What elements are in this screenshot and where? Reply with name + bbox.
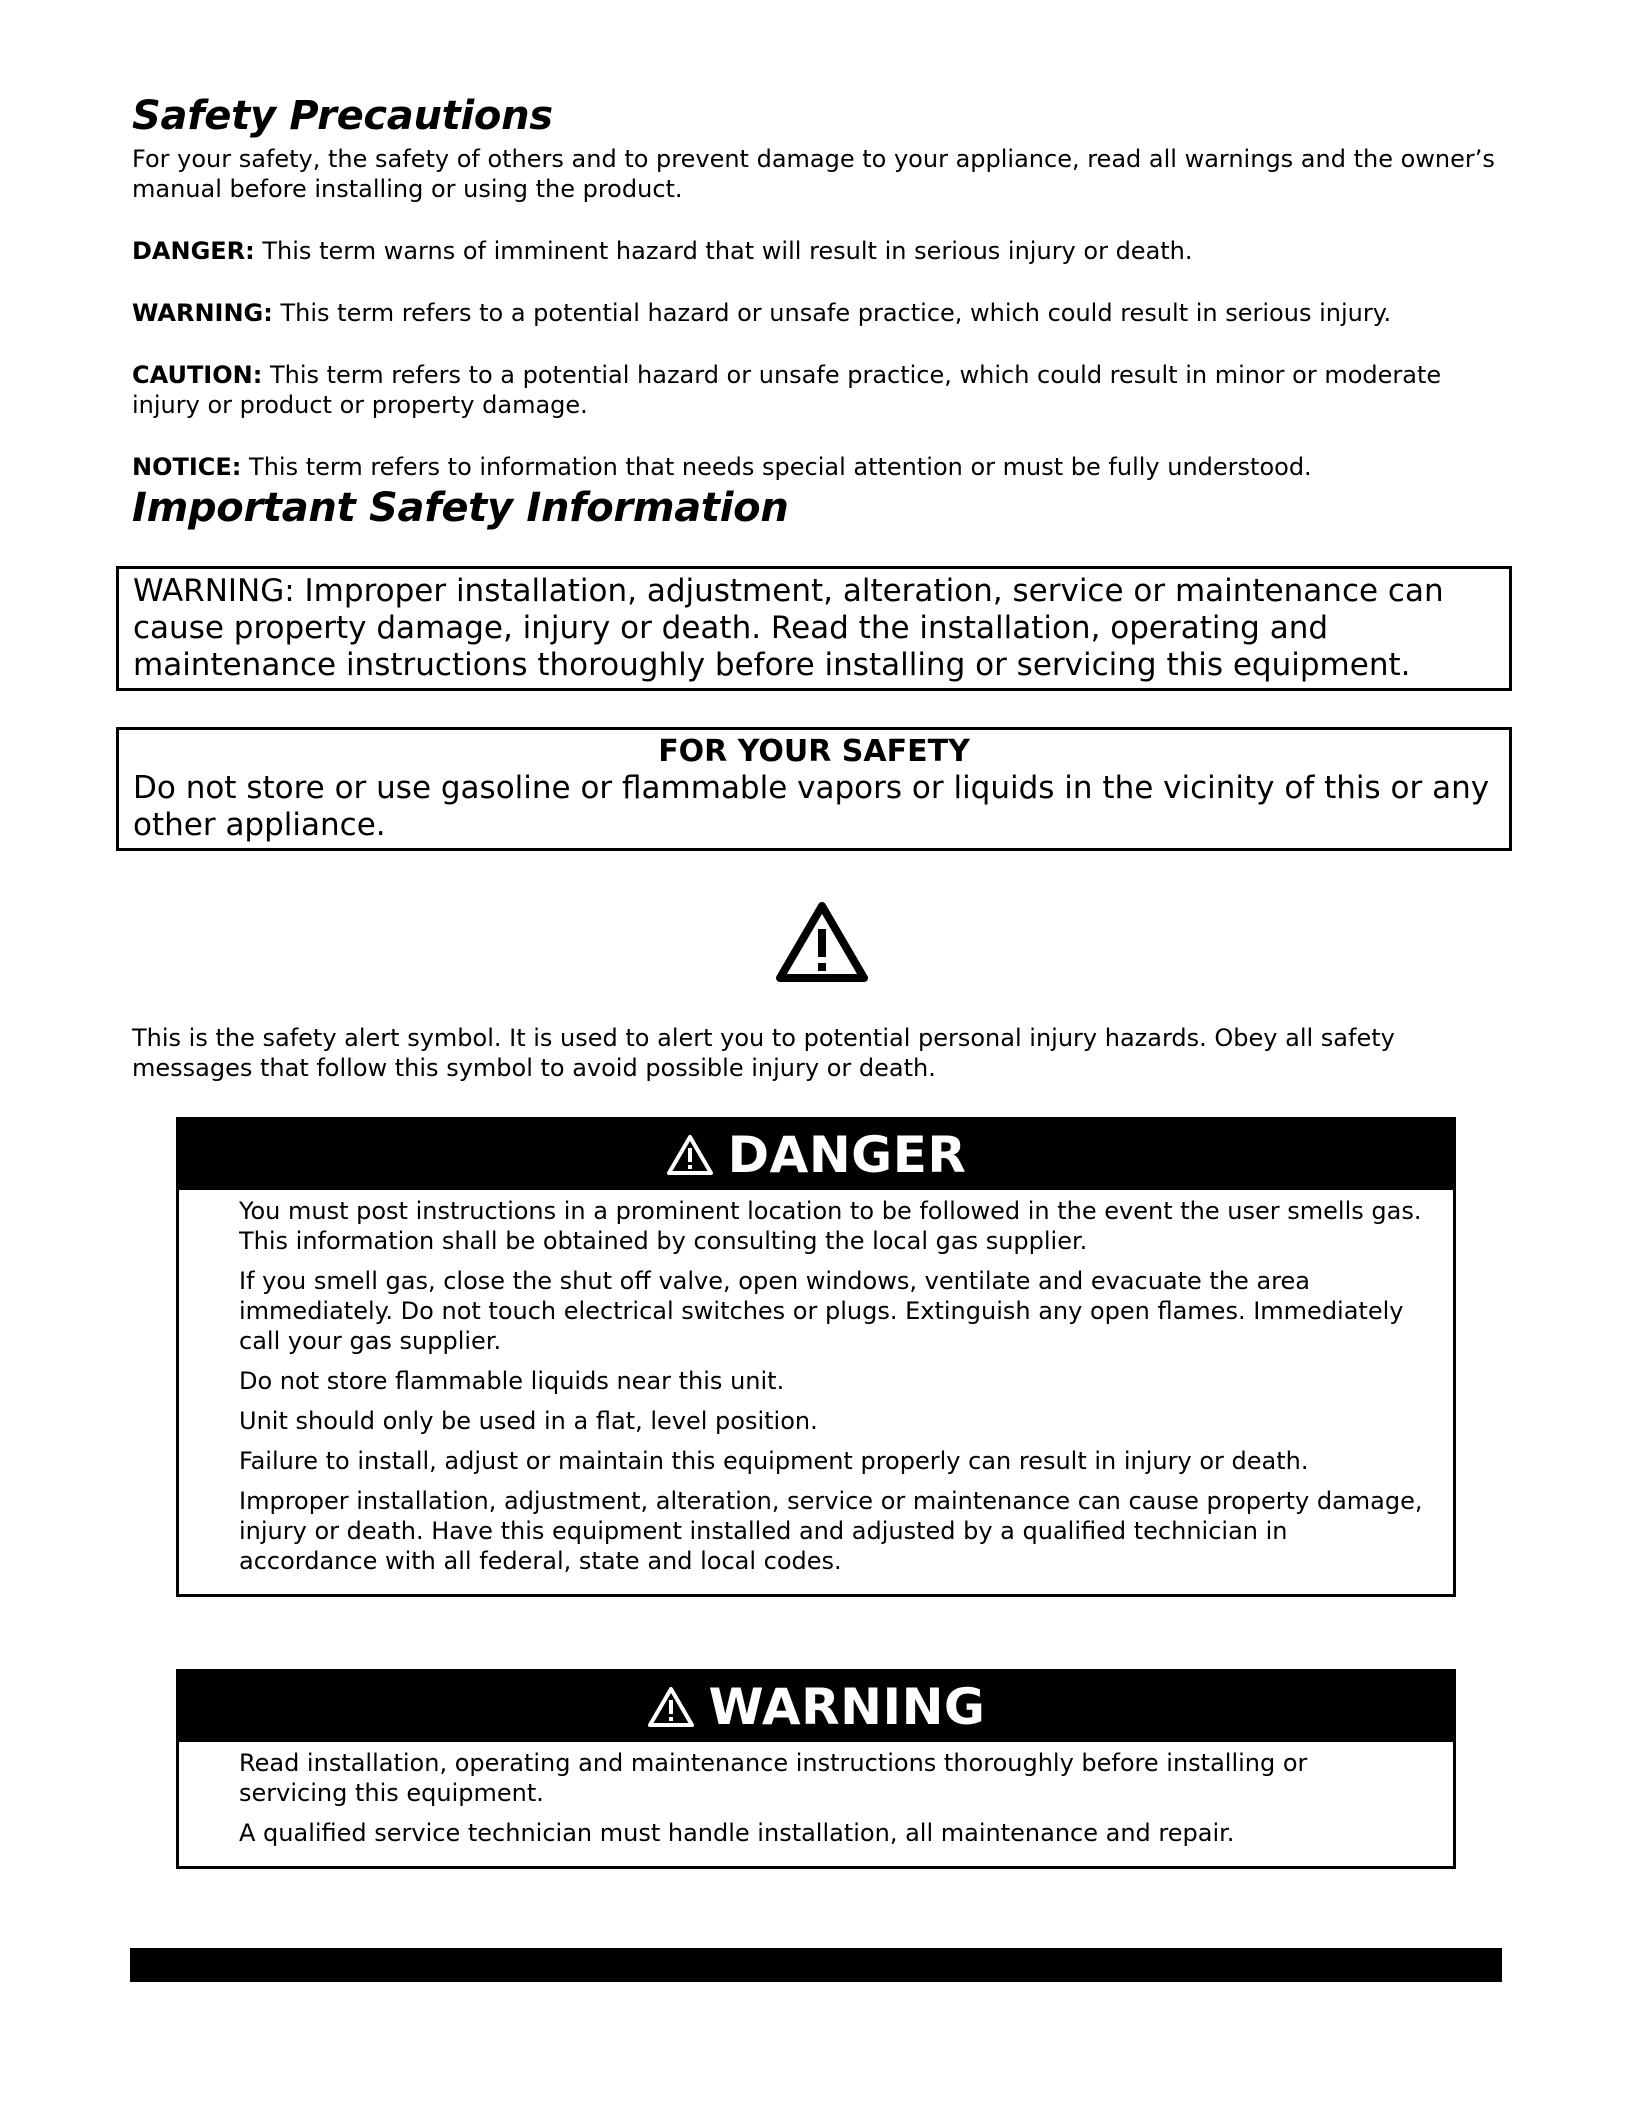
warning-item: Read installation, operating and maintenance instructions thoroughly before installing or servicing this equipment.: [239, 1749, 1308, 1807]
warning-box-text: WARNING: Improper installation, adjustment, alteration, service or maintenance can cause property damage, injury or death. Read the installation, operating and maintenance instructions thoroughly before installing or servicing this equipment.: [133, 573, 1444, 683]
term-warning: [132, 298, 1512, 328]
safety-alert-explanation: This is the safety alert symbol. It is used to alert you to potential personal injury hazards. Obey all safety messages that follow this symbol to avoid possible injury or death.: [132, 1024, 1395, 1082]
safety-alert-symbol: [132, 901, 1512, 991]
important-safety-title: Important Safety Information: [132, 485, 789, 531]
term-caution-label: CAUTION:: [132, 361, 263, 389]
alert-triangle-icon: [666, 1134, 714, 1176]
alert-triangle-icon: [647, 1686, 695, 1728]
term-notice-text: This term refers to information that needs special attention or must be fully understood.: [241, 453, 1312, 481]
term-caution: [132, 360, 1512, 420]
for-your-safety-box: [116, 727, 1512, 851]
warning-item: A qualified service technician must handle installation, all maintenance and repair.: [239, 1819, 1235, 1847]
for-your-safety-text: Do not store or use gasoline or flammable vapors or liquids in the vicinity of this or any other appliance.: [133, 770, 1490, 843]
warning-header: [179, 1672, 1453, 1742]
danger-item: Do not store flammable liquids near this unit.: [239, 1367, 785, 1395]
document-page: [132, 90, 1512, 1869]
term-caution-text: This term refers to a potential hazard or unsafe practice, which could result in minor or moderate injury or product or property damage.: [132, 361, 1442, 419]
warning-title: WARNING: [708, 1678, 986, 1736]
safety-precautions-title: Safety Precautions: [132, 93, 553, 139]
for-your-safety-heading: FOR YOUR SAFETY: [658, 734, 970, 769]
term-danger-label: DANGER:: [132, 237, 255, 265]
improper-installation-warning-box: [116, 566, 1512, 691]
danger-item: You must post instructions in a prominent location to be followed in the event the user smells gas. This information shall be obtained by consulting the local gas supplier.: [239, 1197, 1422, 1255]
precautions-intro: For your safety, the safety of others and to prevent damage to your appliance, read all warnings and the owner’s manual before installing or using the product.: [132, 145, 1495, 203]
term-danger-text: This term warns of imminent hazard that will result in serious injury or death.: [254, 237, 1193, 265]
warning-panel: [176, 1669, 1456, 1869]
danger-body: [179, 1190, 1453, 1594]
term-warning-text: This term refers to a potential hazard or unsafe practice, which could result in serious injury.: [272, 299, 1392, 327]
danger-item: Unit should only be used in a flat, level position.: [239, 1407, 818, 1435]
footer-bar: [130, 1948, 1502, 1982]
danger-item: Improper installation, adjustment, alteration, service or maintenance can cause property damage, injury or death. Have this equipment installed and adjusted by a qualified technician in accordance with all federal, state and local codes.: [239, 1487, 1423, 1575]
danger-title: DANGER: [727, 1126, 967, 1184]
danger-header: [179, 1120, 1453, 1190]
term-warning-label: WARNING:: [132, 299, 273, 327]
danger-panel: [176, 1117, 1456, 1597]
term-notice-label: NOTICE:: [132, 453, 242, 481]
warning-body: [179, 1742, 1453, 1866]
safety-alert-triangle-icon: [776, 901, 868, 983]
danger-item: If you smell gas, close the shut off valve, open windows, ventilate and evacuate the area immediately. Do not touch electrical switches or plugs. Extinguish any open flames. Immediately call your gas supplier.: [239, 1267, 1404, 1355]
danger-item: Failure to install, adjust or maintain this equipment properly can result in injury or death.: [239, 1447, 1309, 1475]
term-danger: [132, 236, 1512, 266]
term-notice: [132, 452, 1512, 482]
